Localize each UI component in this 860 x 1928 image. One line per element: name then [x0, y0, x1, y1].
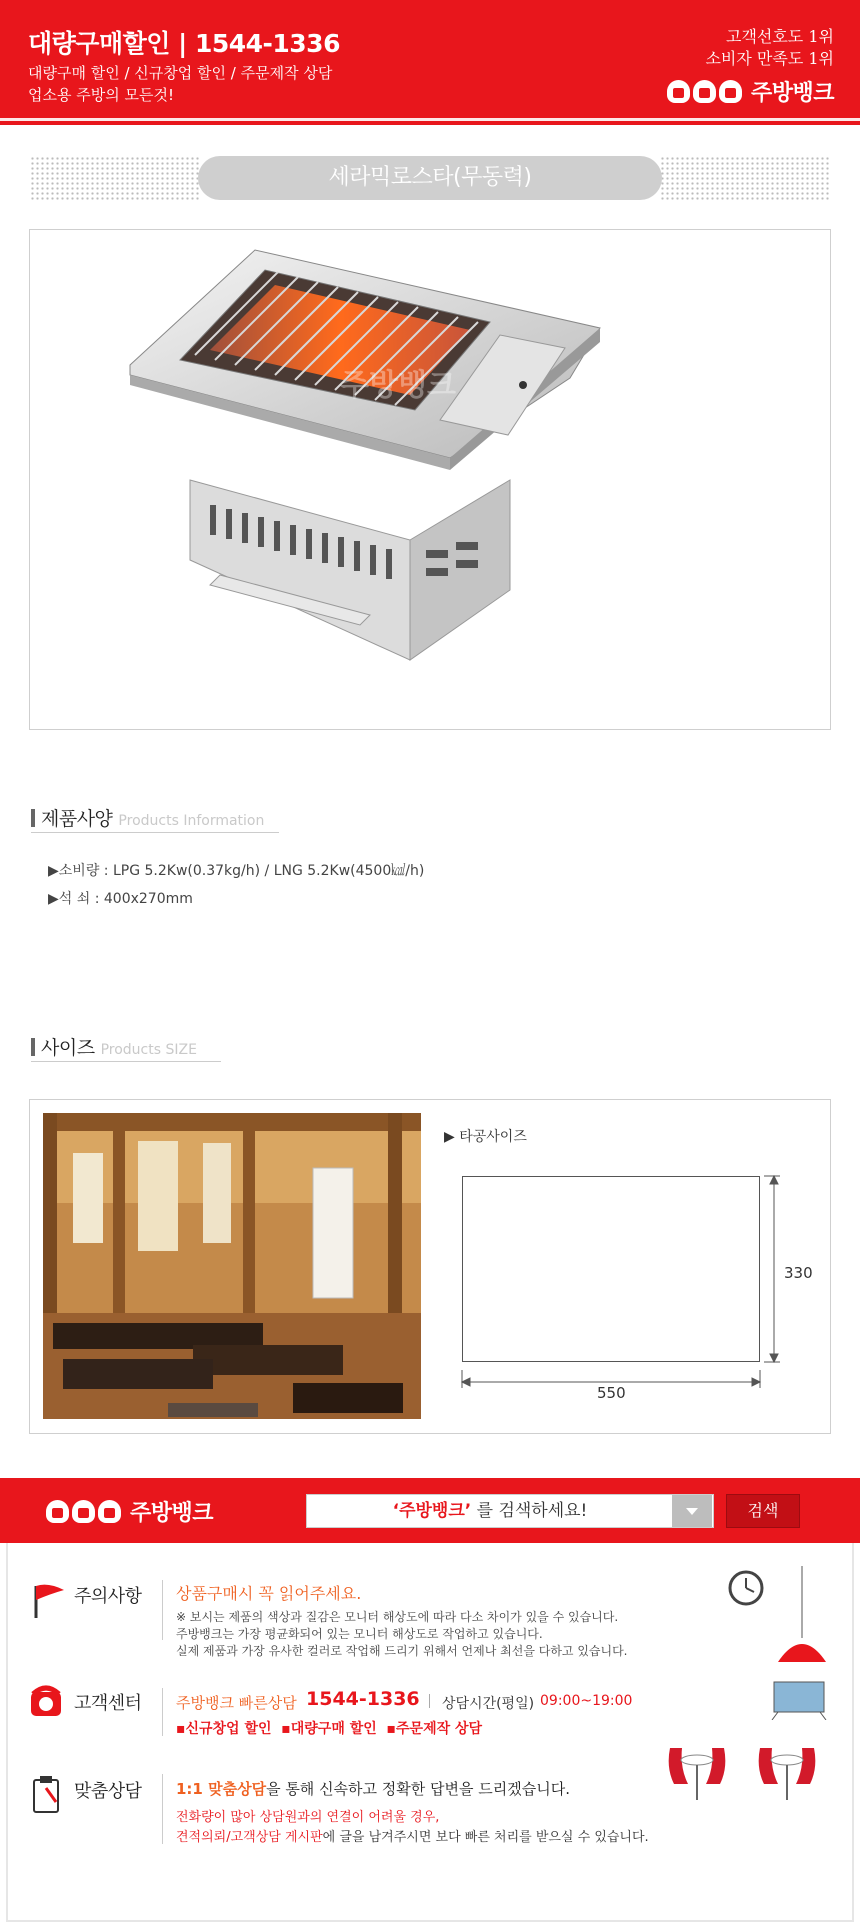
heading-bar — [31, 809, 35, 827]
tag-custom-order: ▪주문제작 상담 — [386, 1721, 483, 1737]
clock-lamp-illustration — [726, 1566, 826, 1670]
header-tagline: 업소용 주방의 모든것! — [28, 86, 174, 104]
logo-cutlery-icon — [72, 1500, 95, 1523]
chevron-down-icon[interactable] — [672, 1495, 712, 1527]
hours-label: 상담시간(평일) — [442, 1696, 535, 1712]
divider — [162, 1580, 163, 1640]
brand-logo[interactable] — [667, 76, 834, 107]
logo-store-icon — [719, 80, 742, 103]
logo-chef-icon — [46, 1500, 69, 1523]
hours-value: 09:00~19:00 — [540, 1693, 633, 1709]
logo-store-icon — [98, 1500, 121, 1523]
consult-line-1 — [176, 1778, 570, 1799]
tag-bulk-purchase: ▪대량구매 할인 — [281, 1721, 377, 1737]
flag-icon — [28, 1580, 68, 1620]
product-title: 세라믹로스타(무동력) — [198, 156, 662, 200]
quick-consult-label: 주방뱅크 빠른상담 — [176, 1694, 297, 1712]
notice-line: 주방뱅크는 가장 평균화되어 있는 모니터 해상도로 작업하고 있습니다. — [176, 1627, 543, 1641]
logo-chef-icon — [667, 80, 690, 103]
product-image — [30, 230, 830, 729]
specs-heading-underline — [31, 832, 279, 833]
heading-bar — [31, 1038, 35, 1056]
footer-logo[interactable] — [46, 1496, 213, 1527]
consult-line-3 — [176, 1826, 649, 1845]
size-heading — [31, 1033, 197, 1060]
rank-badge-satisfaction: 소비자 만족도 1위 — [705, 49, 834, 68]
menu-board-illustration — [768, 1676, 832, 1720]
consult-highlight: 1:1 맞춤상담 — [176, 1780, 267, 1798]
dimension-lines — [460, 1170, 790, 1400]
size-heading-underline — [31, 1061, 221, 1062]
consult-line-2: 전화량이 많아 상담원과의 연결이 어려울 경우, — [176, 1810, 440, 1825]
clipboard-icon — [28, 1774, 64, 1816]
restaurant-photo — [43, 1113, 421, 1419]
service-tags — [176, 1718, 482, 1738]
header-title: 대량구매할인 | 1544-1336 — [28, 29, 340, 58]
consult-text: 을 통해 신속하고 정확한 답변을 드리겠습니다. — [266, 1780, 570, 1798]
cutout-height: 330 — [784, 1264, 813, 1282]
notice-headline: 상품구매시 꼭 읽어주세요. — [176, 1584, 362, 1603]
specs-heading-ko: 제품사양 — [41, 808, 113, 830]
cutout-width: 550 — [597, 1384, 626, 1402]
service-phone[interactable]: 1544-1336 — [306, 1688, 420, 1710]
consult-text: 에 글을 남겨주시면 보다 빠른 처리를 받으실 수 있습니다. — [322, 1830, 649, 1845]
specs-heading — [31, 804, 264, 831]
logo-text: 주방뱅크 — [130, 1501, 214, 1526]
dotted-decoration-right — [660, 156, 830, 200]
size-heading-en: Products SIZE — [100, 1042, 197, 1058]
tag-new-business: ▪신규창업 할인 — [176, 1721, 272, 1737]
service-label: 고객센터 — [74, 1693, 142, 1714]
rank-badge-preference: 고객선호도 1위 — [725, 27, 834, 46]
divider — [162, 1688, 163, 1736]
specs-heading-en: Products Information — [118, 813, 265, 829]
search-prompt: 를 검색하세요! — [471, 1501, 588, 1521]
search-button[interactable]: 검색 — [726, 1494, 800, 1528]
logo-text: 주방뱅크 — [750, 81, 834, 106]
notice-line: 실제 제품과 가장 유사한 컬러로 작업해 드리기 위해서 언제나 최선을 다하고 있습니다. — [176, 1644, 628, 1658]
spec-consumption: ▶소비량 : LPG 5.2Kw(0.37kg/h) / LNG 5.2Kw(4500㎉/h) — [48, 863, 425, 879]
notice-line: ※ 보시는 제품의 색상과 질감은 모니터 해상도에 따라 다소 차이가 있을 수 있습니다. — [176, 1610, 619, 1624]
divider — [162, 1774, 163, 1844]
product-image-frame — [29, 229, 831, 730]
header-subtitle: 대량구매 할인 / 신규창업 할인 / 주문제작 상담 — [28, 64, 333, 82]
spec-grill-size: ▶석 쇠 : 400x270mm — [48, 891, 193, 907]
watermark: 주방뱅크 — [340, 368, 456, 403]
size-heading-ko: 사이즈 — [41, 1037, 95, 1059]
divider — [429, 1694, 430, 1708]
consult-label: 맞춤상담 — [74, 1781, 142, 1802]
board-link[interactable]: 견적의뢰/고객상담 게시판 — [176, 1830, 323, 1845]
search-keyword: ‘주방뱅크’ — [392, 1501, 472, 1521]
logo-cutlery-icon — [693, 80, 716, 103]
notice-label: 주의사항 — [74, 1586, 142, 1607]
cafe-tables-illustration — [664, 1738, 830, 1804]
phone-icon — [28, 1684, 64, 1720]
search-placeholder — [306, 1494, 674, 1528]
header-divider — [0, 118, 860, 121]
cutout-size-label: ▶ 타공사이즈 — [444, 1129, 527, 1145]
dotted-decoration-left — [30, 156, 200, 200]
